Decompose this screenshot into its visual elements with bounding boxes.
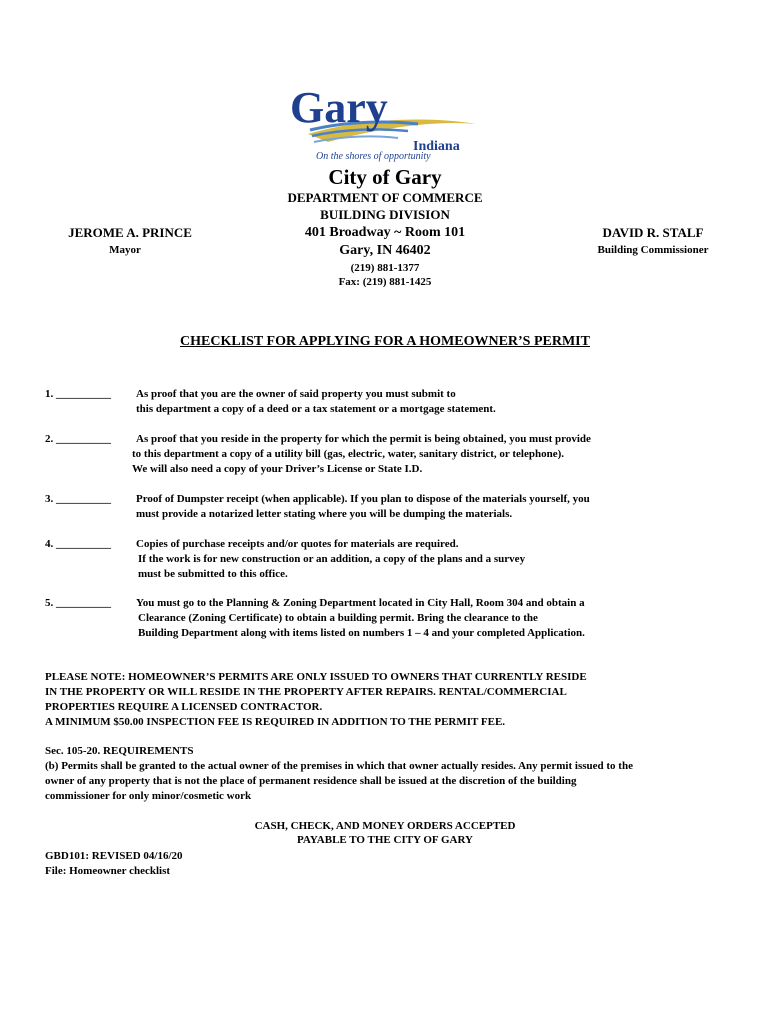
commissioner-title: Building Commissioner <box>597 244 709 256</box>
mayor-title: Mayor <box>109 244 141 256</box>
item-2-number: 2. __________ <box>45 433 111 445</box>
payment-line-2: PAYABLE TO THE CITY OF GARY <box>297 834 473 846</box>
logo-tagline: On the shores of opportunity <box>316 151 431 162</box>
file-name: File: Homeowner checklist <box>45 865 171 877</box>
item-3-line-2: must provide a notarized letter stating where you will be dumping the materials. <box>136 508 513 520</box>
item-4-line-2: If the work is for new construction or an addition, a copy of the plans and a survey <box>138 553 526 565</box>
section-heading: Sec. 105-20. REQUIREMENTS <box>45 745 194 757</box>
section-line-3: commissioner for only minor/cosmetic work <box>45 790 252 802</box>
note-line-3: PROPERTIES REQUIRE A LICENSED CONTRACTOR. <box>45 701 323 713</box>
fax-number: Fax: (219) 881-1425 <box>338 276 432 288</box>
item-1-number: 1. __________ <box>45 388 111 400</box>
item-4-line-1: Copies of purchase receipts and/or quotes for materials are required. <box>136 538 459 550</box>
note-line-1: PLEASE NOTE: HOMEOWNER’S PERMITS ARE ONLY ISSUED TO OWNERS THAT CURRENTLY RESIDE <box>45 671 587 683</box>
department-name: DEPARTMENT OF COMMERCE <box>287 190 483 205</box>
phone-number: (219) 881-1377 <box>350 262 420 274</box>
item-5-number: 5. __________ <box>45 597 111 609</box>
logo-word: Gary <box>290 84 388 132</box>
item-4-number: 4. __________ <box>45 538 111 550</box>
item-5-line-2: Clearance (Zoning Certificate) to obtain a building permit. Bring the clearance to the <box>138 612 538 624</box>
payment-line-1: CASH, CHECK, AND MONEY ORDERS ACCEPTED <box>254 820 516 832</box>
note-line-4: A MINIMUM $50.00 INSPECTION FEE IS REQUIRED IN ADDITION TO THE PERMIT FEE. <box>45 716 506 728</box>
division-name: BUILDING DIVISION <box>320 207 450 222</box>
item-2-line-2: to this department a copy of a utility bill (gas, electric, water, sanitary district, or telephone). <box>132 448 564 460</box>
item-5-line-3: Building Department along with items listed on numbers 1 – 4 and your completed Application. <box>138 627 585 639</box>
item-1-line-1: As proof that you are the owner of said property you must submit to <box>136 388 456 400</box>
mayor-name: JEROME A. PRINCE <box>68 225 192 240</box>
item-2-line-1: As proof that you reside in the property for which the permit is being obtained, you must provide <box>136 433 591 445</box>
section-line-1: (b) Permits shall be granted to the actual owner of the premises in which that owner actually resides. Any permit issued to the <box>45 760 633 772</box>
section-line-2: owner of any property that is not the place of permanent residence shall be issued at the discretion of the building <box>45 775 577 787</box>
checklist-title: CHECKLIST FOR APPLYING FOR A HOMEOWNER’S PERMIT <box>180 334 590 349</box>
form-id: GBD101: REVISED 04/16/20 <box>45 850 183 862</box>
item-1-line-2: this department a copy of a deed or a tax statement or a mortgage statement. <box>136 403 496 415</box>
city-title: City of Gary <box>328 165 442 189</box>
item-5-line-1: You must go to the Planning & Zoning Department located in City Hall, Room 304 and obtain a <box>136 597 585 609</box>
logo-state: Indiana <box>413 139 460 154</box>
address-line-2: Gary, IN 46402 <box>339 243 431 258</box>
item-4-line-3: must be submitted to this office. <box>138 568 288 580</box>
address-line-1: 401 Broadway ~ Room 101 <box>304 225 466 240</box>
note-line-2: IN THE PROPERTY OR WILL RESIDE IN THE PROPERTY AFTER REPAIRS. RENTAL/COMMERCIAL <box>45 686 567 698</box>
item-2-line-3: We will also need a copy of your Driver’s License or State I.D. <box>132 463 423 475</box>
item-3-line-1: Proof of Dumpster receipt (when applicable). If you plan to dispose of the materials yourself, you <box>136 493 590 505</box>
commissioner-name: DAVID R. STALF <box>602 225 704 240</box>
gary-indiana-logo <box>288 84 483 164</box>
item-3-number: 3. __________ <box>45 493 111 505</box>
